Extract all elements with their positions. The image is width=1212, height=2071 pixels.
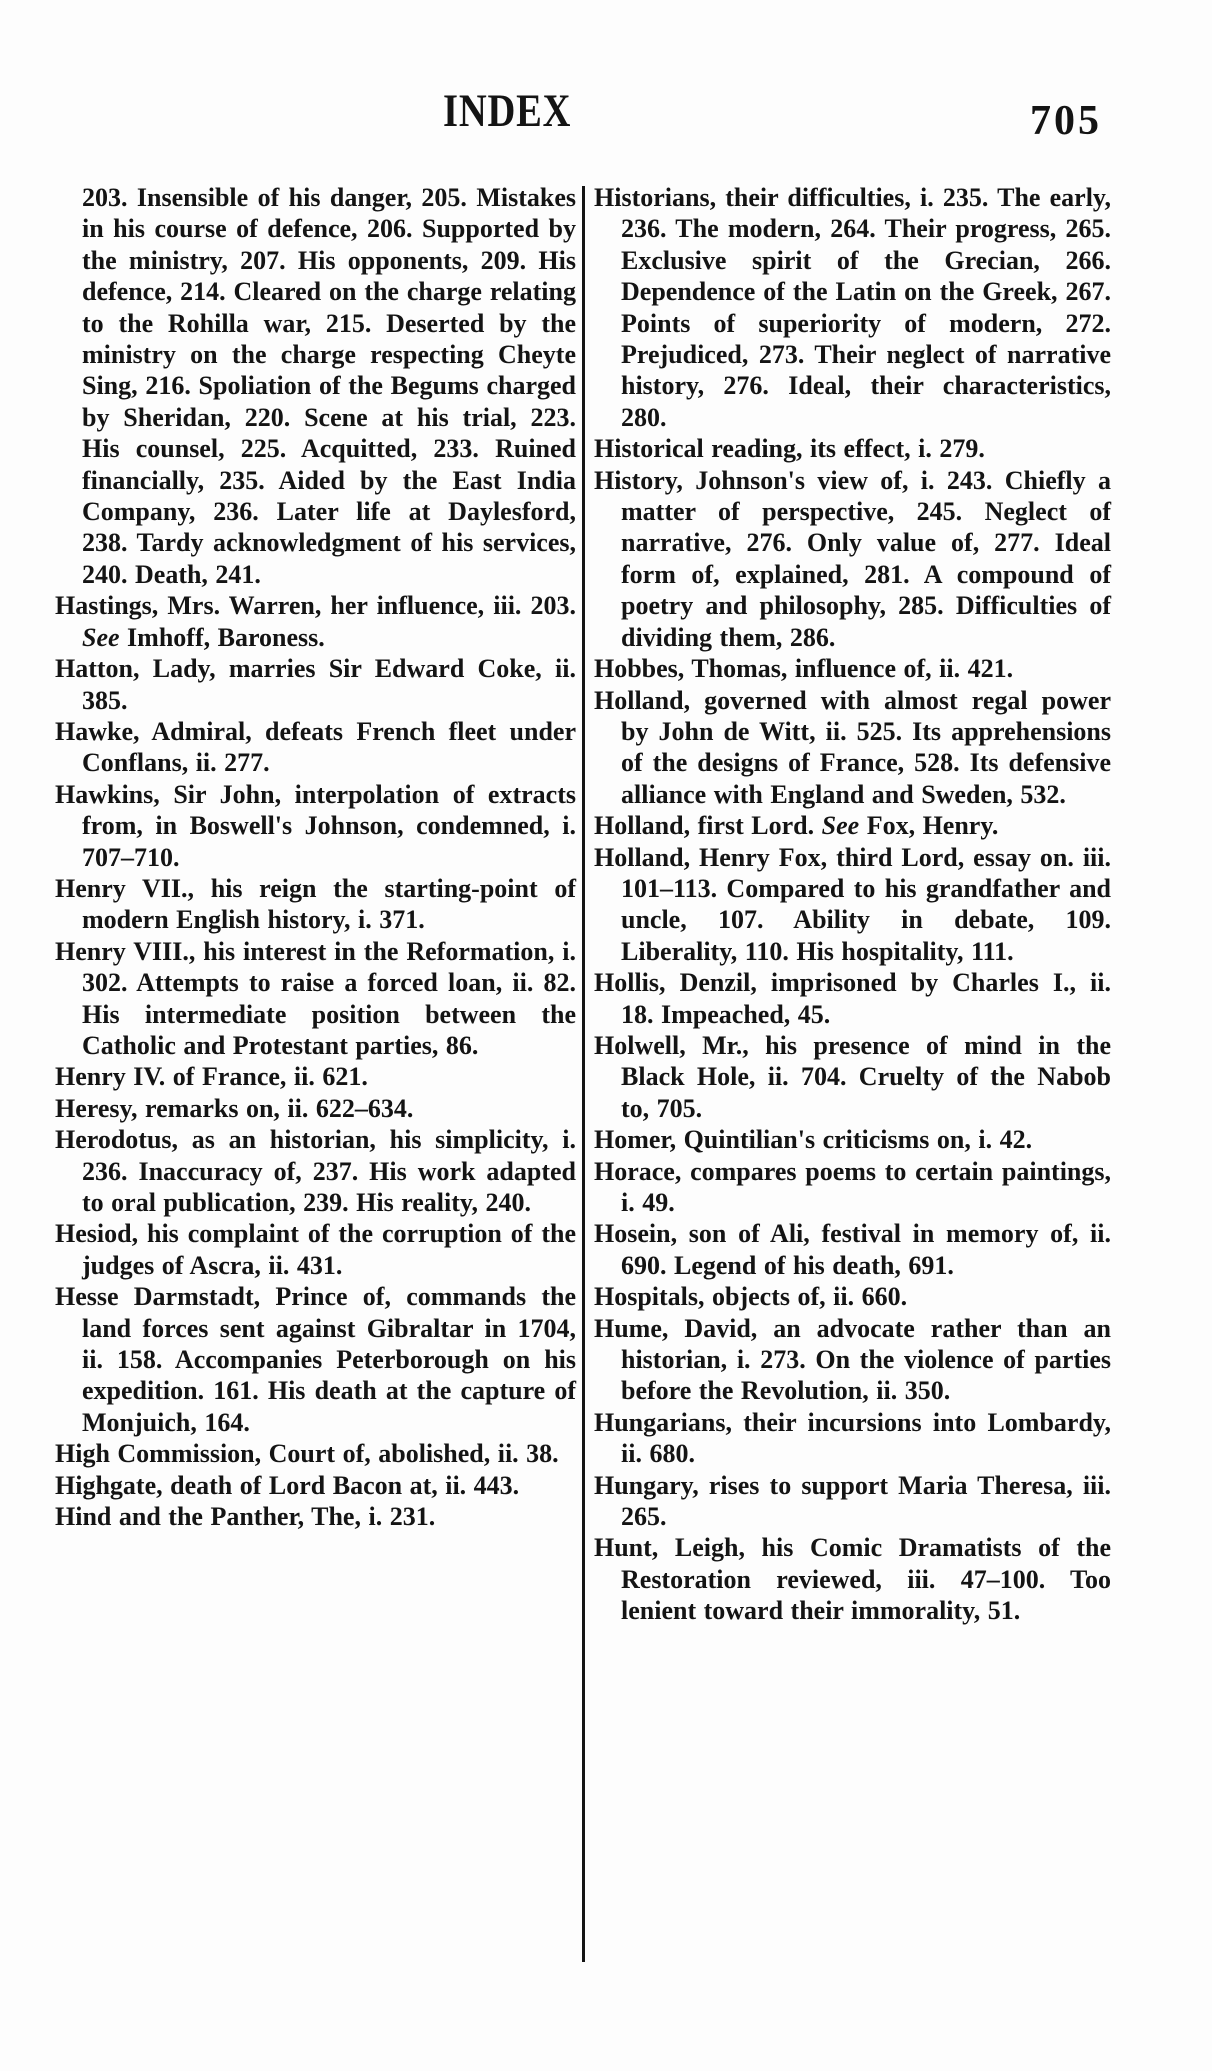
index-entry-text: Hobbes, Thomas, influence of, ii. 421. — [594, 654, 1014, 684]
index-entry — [55, 873, 576, 936]
index-column-left — [55, 182, 576, 1532]
index-entry-text: Historical reading, its effect, i. 279. — [594, 434, 985, 464]
index-entry-text: Holland, first Lord. — [594, 811, 822, 841]
column-divider — [582, 186, 585, 1962]
index-entry-text: Holland, governed with almost regal power by John de Witt, ii. 525. Its apprehensions of the designs of France, 528. Its defensive alliance with England and Sweden, 532. — [594, 685, 1111, 809]
index-entry-text: Hesiod, his complaint of the corruption of the judges of Ascra, ii. 431. — [55, 1219, 576, 1280]
index-entry — [55, 653, 576, 716]
index-entry-text: Hungarians, their incursions into Lombardy, ii. 680. — [594, 1407, 1111, 1469]
index-entry — [594, 1407, 1111, 1470]
index-entry — [594, 1470, 1111, 1533]
index-entry — [594, 182, 1111, 433]
page-title — [443, 85, 599, 137]
index-entry — [594, 1532, 1111, 1626]
index-entry — [594, 653, 1111, 684]
index-entry-text: Hawkins, Sir John, interpolation of extracts from, in Boswell's Johnson, condemned, i. 707–710. — [55, 779, 576, 872]
index-entry-text: Hawke, Admiral, defeats French fleet under Conflans, ii. 277. — [55, 716, 576, 778]
index-entry-text: History, Johnson's view of, i. 243. Chiefly a matter of perspective, 245. Neglect of narrative, 276. Only value of, 277. Ideal form of, explained, 281. A compound of poetry and philosophy, 285. Difficulties of dividing them, 286. — [594, 465, 1111, 652]
index-entry — [594, 433, 1111, 464]
index-entry-text: Hastings, Mrs. Warren, her influence, iii. 203. — [55, 591, 576, 621]
index-entry-text: Hume, David, an advocate rather than an historian, i. 273. On the violence of parties before the Revolution, ii. 350. — [594, 1313, 1111, 1406]
index-entry-text: Herodotus, as an historian, his simplicity, i. 236. Inaccuracy of, 237. His work adapted to oral publication, 239. His reality, 240. — [55, 1125, 576, 1217]
index-entry-text: Hind and the Panther, The, i. 231. — [55, 1502, 436, 1532]
index-entry — [594, 1030, 1111, 1124]
index-entry — [594, 685, 1111, 811]
index-entry-text: Imhoff, Baroness. — [119, 622, 325, 652]
index-entry-text: Holland, Henry Fox, third Lord, essay on. iii. 101–113. Compared to his grandfather and uncle, 107. Ability in debate, 109. Liberality, 110. His hospitality, 111. — [594, 842, 1111, 966]
index-entry — [55, 1438, 576, 1469]
index-entry-text: Hungary, rises to support Maria Theresa, iii. 265. — [594, 1470, 1111, 1532]
index-entry — [55, 1124, 576, 1218]
index-entry-text: Horace, compares poems to certain paintings, i. 49. — [594, 1156, 1111, 1217]
index-entry — [594, 1281, 1111, 1312]
index-entry-text: Hatton, Lady, marries Sir Edward Coke, ii. 385. — [55, 654, 576, 715]
index-entry — [594, 1313, 1111, 1407]
index-entry — [55, 1218, 576, 1281]
index-entry — [55, 936, 576, 1062]
index-entry-text: Hosein, son of Ali, festival in memory of, ii. 690. Legend of his death, 691. — [594, 1219, 1111, 1280]
index-entry — [55, 590, 576, 653]
index-entry — [55, 1281, 576, 1438]
index-entry — [55, 1470, 576, 1501]
page-number: 705 — [1030, 98, 1102, 144]
index-entry-see-ref: See — [821, 811, 860, 841]
index-entry-text: Homer, Quintilian's criticisms on, i. 42. — [594, 1125, 1033, 1155]
index-entry-text: 203. Insensible of his danger, 205. Mistakes in his course of defence, 206. Supported by the ministry, 207. His opponents, 209. His defence, 214. Cleared on the charge relating to the Rohilla war, 215. Deserted by the ministry on the charge respecting Cheyte Sing, 216. Spoliation of the Begums charged by Sheridan, 220. Scene at his trial, 223. His counsel, 225. Acquitted, 233. Ruined financially, 235. Aided by the East India Company, 236. Later life at Daylesford, 238. Tardy acknowledgment of his services, 240. Death, 241. — [82, 183, 576, 589]
index-entry — [55, 182, 576, 590]
index-entry — [594, 465, 1111, 653]
index-entry — [594, 842, 1111, 968]
index-entry-text: High Commission, Court of, abolished, ii. 38. — [55, 1439, 559, 1469]
index-entry-text: Highgate, death of Lord Bacon at, ii. 443. — [55, 1470, 520, 1500]
index-entry — [55, 1093, 576, 1124]
index-column-right — [594, 182, 1111, 1627]
index-entry-text: Fox, Henry. — [859, 811, 999, 841]
index-entry — [594, 1124, 1111, 1155]
index-entry — [55, 779, 576, 873]
index-entry — [55, 716, 576, 779]
index-entry — [55, 1501, 576, 1532]
index-entry — [55, 1061, 576, 1092]
index-entry — [594, 810, 1111, 841]
index-entry-text: Hollis, Denzil, imprisoned by Charles I., ii. 18. Impeached, 45. — [594, 968, 1111, 1029]
index-entry — [594, 1218, 1111, 1281]
index-entry — [594, 967, 1111, 1030]
index-entry-text: Hesse Darmstadt, Prince of, commands the land forces sent against Gibraltar in 1704, ii. 158. Accompanies Peterborough on his expedition. 161. His death at the capture of Monjuich, 164. — [55, 1282, 576, 1437]
index-entry — [594, 1156, 1111, 1219]
index-entry-text: Hospitals, objects of, ii. 660. — [594, 1282, 908, 1312]
index-entry-text: Henry VIII., his interest in the Reformation, i. 302. Attempts to raise a forced loan, ii. 82. His intermediate position between the Catholic and Protestant parties, 86. — [55, 936, 576, 1060]
page-title-text: INDEX — [443, 85, 572, 137]
index-entry-text: Heresy, remarks on, ii. 622–634. — [55, 1093, 414, 1123]
index-entry-text: Henry VII., his reign the starting-point of modern English history, i. 371. — [55, 873, 576, 935]
index-entry-text: Historians, their difficulties, i. 235. The early, 236. The modern, 264. Their progress, 265. Exclusive spirit of the Grecian, 266. Dependence of the Latin on the Greek, 267. Points of superiority of modern, 272. Prejudiced, 273. Their neglect of narrative history, 276. Ideal, their characteristics, 280. — [594, 183, 1111, 432]
index-entry-text: Hunt, Leigh, his Comic Dramatists of the Restoration reviewed, iii. 47–100. Too lenient toward their immorality, 51. — [594, 1533, 1111, 1626]
index-entry-text: Holwell, Mr., his presence of mind in the Black Hole, ii. 704. Cruelty of the Nabob to, 705. — [594, 1030, 1111, 1123]
index-entry-see-ref: See — [82, 622, 120, 652]
index-entry-text: Henry IV. of France, ii. 621. — [55, 1062, 368, 1092]
